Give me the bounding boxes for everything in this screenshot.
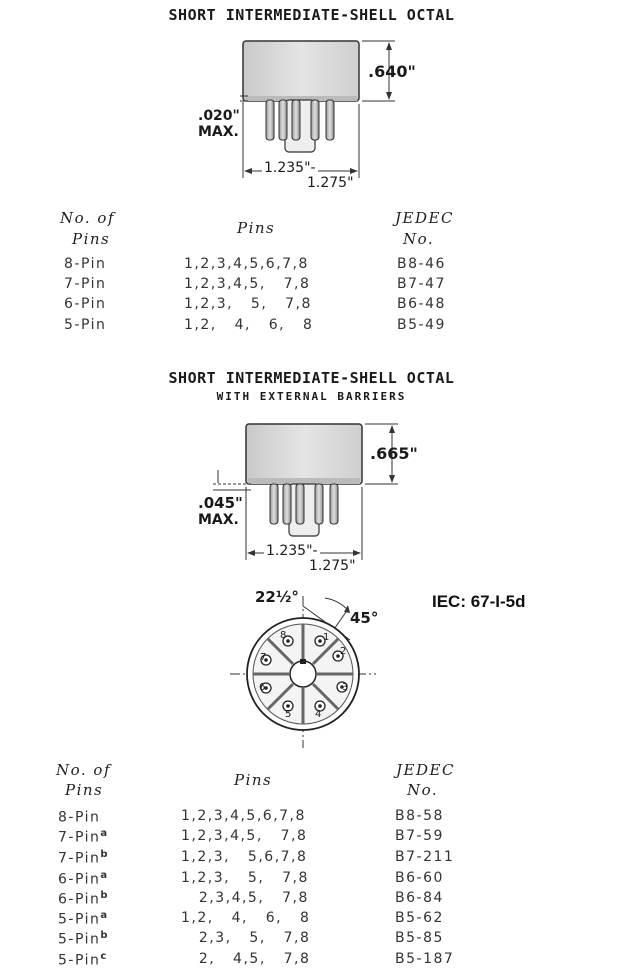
table2-row-jedec: B7-59 — [395, 828, 444, 844]
section2-subtitle: WITH EXTERNAL BARRIERS — [216, 390, 407, 403]
table1-row-pins: 1,2, 4, 6, 8 — [184, 317, 314, 333]
table2-row-pins: 1,2, 4, 6, 8 — [181, 910, 311, 926]
table2-row-pins: 2, 4,5, 7,8 — [181, 951, 311, 967]
table2-row-jedec: B6-84 — [395, 890, 444, 906]
table2-row-jedec: B8-58 — [395, 808, 444, 824]
table2-row-jedec: B5-62 — [395, 910, 444, 926]
table2-row-count: 7-Pin$^b$ — [58, 849, 110, 867]
table1-row-pins: 1,2,3, 5, 7,8 — [184, 296, 312, 312]
table1-row-jedec: B7-47 — [397, 276, 446, 292]
table2-row-count: 5-Pin$^b$ — [58, 930, 110, 948]
table2-row-pins: 2,3, 5, 7,8 — [181, 930, 311, 946]
table2-row-pins: 1,2,3,4,5, 7,8 — [181, 828, 308, 844]
table1-row-jedec: B8-46 — [397, 256, 446, 272]
table1-header-count-line2: Pins — [72, 230, 111, 248]
pin-label: 3 — [342, 682, 349, 693]
table2-row-jedec: B7-211 — [395, 849, 455, 865]
table1-header-jedec-line2: No. — [403, 230, 435, 248]
table1-header-count-line1: No. of — [60, 209, 116, 227]
height-dimension: .665" — [370, 444, 418, 463]
table2-row-count: 5-Pin$^c$ — [58, 951, 108, 969]
table2-row-count: 8-Pin — [58, 809, 101, 826]
width-dimension-min: 1.235"- — [266, 543, 318, 559]
table1-row-jedec: B6-48 — [397, 296, 446, 312]
table2-header-pins: Pins — [234, 771, 273, 789]
table1-header-pins: Pins — [237, 219, 276, 237]
table2-row-count: 7-Pin$^a$ — [58, 828, 109, 846]
pin-label: 6 — [259, 682, 266, 693]
table2-row-pins: 1,2,3, 5,6,7,8 — [181, 849, 308, 865]
max-dimension-label: MAX. — [198, 512, 239, 528]
width-dimension-max: 1.275" — [307, 175, 354, 191]
pin-label: 5 — [285, 709, 292, 720]
iec-designation: IEC: 67-I-5d — [432, 592, 526, 611]
section2-title: SHORT INTERMEDIATE-SHELL OCTAL — [168, 369, 455, 387]
table2-row-count: 5-Pin$^a$ — [58, 910, 109, 928]
max-dimension-value: .045" — [198, 494, 243, 512]
table1-row-count: 7-Pin — [64, 276, 107, 292]
table2-row-jedec: B6-60 — [395, 870, 444, 886]
table1-row-jedec: B5-49 — [397, 317, 446, 333]
angle-label-22-5: 22½° — [255, 588, 299, 606]
width-dimension-min: 1.235"- — [264, 160, 316, 176]
table2-row-pins: 2,3,4,5, 7,8 — [181, 890, 309, 906]
table1-row-count: 6-Pin — [64, 296, 107, 312]
table2-header-count-line2: Pins — [65, 781, 104, 799]
table2-row-jedec: B5-187 — [395, 951, 455, 967]
table1-row-count: 5-Pin — [64, 317, 107, 333]
table1-row-pins: 1,2,3,4,5,6,7,8 — [184, 256, 309, 272]
table2-row-jedec: B5-85 — [395, 930, 444, 946]
table2-row-pins: 1,2,3,4,5,6,7,8 — [181, 808, 306, 824]
pin-label: 7 — [260, 652, 267, 663]
table1-header-jedec-line1: JEDEC — [395, 209, 454, 227]
table2-row-count: 6-Pin$^b$ — [58, 890, 110, 908]
section1-title: SHORT INTERMEDIATE-SHELL OCTAL — [168, 6, 455, 24]
pin-label: 1 — [323, 632, 330, 643]
table2-row-count: 6-Pin$^a$ — [58, 870, 109, 888]
table1-row-pins: 1,2,3,4,5, 7,8 — [184, 276, 311, 292]
table2-row-pins: 1,2,3, 5, 7,8 — [181, 870, 309, 886]
table1-row-count: 8-Pin — [64, 256, 107, 272]
pin-label: 4 — [315, 709, 322, 720]
height-dimension: .640" — [368, 62, 416, 81]
table2-header-jedec-line1: JEDEC — [396, 761, 455, 779]
pin-label: 2 — [340, 646, 347, 657]
pin-label: 8 — [280, 630, 287, 641]
max-dimension-label: MAX. — [198, 124, 239, 140]
angle-label-45: 45° — [350, 609, 379, 627]
max-dimension-value: .020" — [198, 108, 240, 124]
width-dimension-max: 1.275" — [309, 558, 356, 574]
table2-header-count-line1: No. of — [56, 761, 112, 779]
table2-header-jedec-line2: No. — [407, 781, 439, 799]
